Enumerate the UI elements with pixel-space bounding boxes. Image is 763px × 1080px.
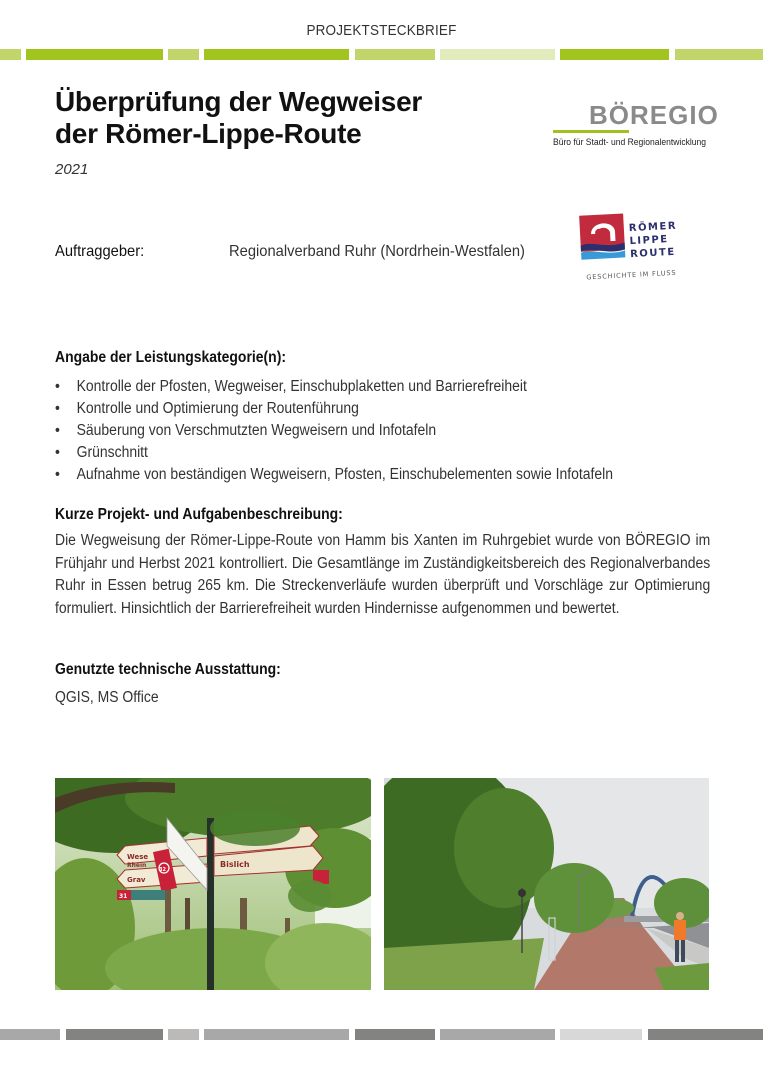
- description-body: [55, 530, 710, 620]
- photo-signpost: [55, 778, 371, 990]
- bottom-bar-segment: [440, 1029, 555, 1040]
- top-bar-segment: [675, 49, 763, 60]
- list-item: • Grünschnitt: [55, 442, 613, 464]
- project-title-line2: der Römer-Lippe-Route: [55, 118, 362, 149]
- equipment-value: QGIS, MS Office: [55, 689, 159, 706]
- bottom-bar-segment: [355, 1029, 435, 1040]
- cycle-path-photo-image: [384, 778, 709, 990]
- sign-text: 32: [159, 867, 166, 873]
- roemer-lippe-route-logo: [578, 210, 693, 292]
- services-list: [55, 376, 675, 486]
- bullet-icon: •: [55, 400, 60, 417]
- services-heading: Angabe der Leistungskategorie(n):: [55, 349, 286, 366]
- top-bar-segment: [204, 49, 349, 60]
- sign-text: Grav: [127, 876, 146, 884]
- boeregio-logo-accent-line: [553, 130, 629, 133]
- project-title-line1: Überprüfung der Wegweiser: [55, 86, 422, 117]
- rlr-logo-tagline: GESCHICHTE IM FLUSS: [586, 268, 677, 282]
- description-text: Die Wegweisung der Römer-Lippe-Route von Hamm bis Xanten im Ruhrgebiet wurde von BÖREGIO im Frühjahr und Herbst 2021 kontrolliert. Die Gesamtlänge im Zuständigkeitsbereich des Regionalverbandes Ruhr in Essen betrug 265 km. Die Streckenverläufe wurden überprüft und Vorschläge zur Optimierung formuliert. Hinsichtlich der Barrierefreiheit wurden Hindernisse aufgenommen und bewertet.: [55, 532, 711, 617]
- roemer-lippe-route-emblem-icon: [578, 210, 693, 292]
- sign-text: 31: [119, 893, 128, 900]
- top-bar-segment: [0, 49, 21, 60]
- bullet-icon: •: [55, 466, 60, 483]
- list-item: • Kontrolle und Optimierung der Routenführung: [55, 398, 613, 420]
- rlr-logo-line1: RÖMER: [628, 220, 678, 235]
- bottom-bar-segment: [0, 1029, 60, 1040]
- photo-cycle-path: [384, 778, 709, 990]
- boeregio-logo-name: BÖREGIO: [589, 100, 719, 130]
- sign-text: Rhein: [127, 862, 147, 869]
- sign-text: Bislich: [220, 860, 250, 869]
- top-bar-segment: [440, 49, 555, 60]
- top-bar-segment: [355, 49, 435, 60]
- list-item: • Säuberung von Verschmutzten Wegweisern und Infotafeln: [55, 420, 613, 442]
- bullet-icon: •: [55, 444, 60, 461]
- equipment-heading: Genutzte technische Ausstattung:: [55, 661, 281, 678]
- sign-text: Wese: [127, 853, 149, 861]
- list-item: • Aufnahme von beständigen Wegweisern, Pfosten, Einschubelementen sowie Infotafeln: [55, 464, 613, 486]
- project-title: [55, 86, 422, 150]
- bottom-bar-segment: [204, 1029, 349, 1040]
- top-bar-segment: [26, 49, 163, 60]
- client-value: Regionalverband Ruhr (Nordrhein-Westfalen): [229, 243, 525, 260]
- bottom-bar-segment: [560, 1029, 642, 1040]
- signpost-photo-image: [55, 778, 371, 990]
- rlr-logo-line2: LIPPE: [629, 234, 669, 248]
- top-bar-segment: [168, 49, 199, 60]
- project-year: 2021: [55, 161, 89, 178]
- bottom-bar-segment: [168, 1029, 199, 1040]
- description-heading: Kurze Projekt- und Aufgabenbeschreibung:: [55, 506, 343, 523]
- bottom-bar-segment: [648, 1029, 763, 1040]
- top-bar-segment: [560, 49, 669, 60]
- boeregio-logo-subtitle: Büro für Stadt- und Regionalentwicklung: [553, 137, 707, 148]
- client-label: Auftraggeber:: [55, 243, 145, 260]
- rlr-logo-line3: ROUTE: [629, 246, 676, 261]
- document-type-header: PROJEKTSTECKBRIEF: [306, 22, 457, 39]
- bottom-bar-segment: [66, 1029, 163, 1040]
- list-item: • Kontrolle der Pfosten, Wegweiser, Einschubplaketten und Barrierefreiheit: [55, 376, 613, 398]
- bullet-icon: •: [55, 422, 60, 439]
- bullet-icon: •: [55, 378, 60, 395]
